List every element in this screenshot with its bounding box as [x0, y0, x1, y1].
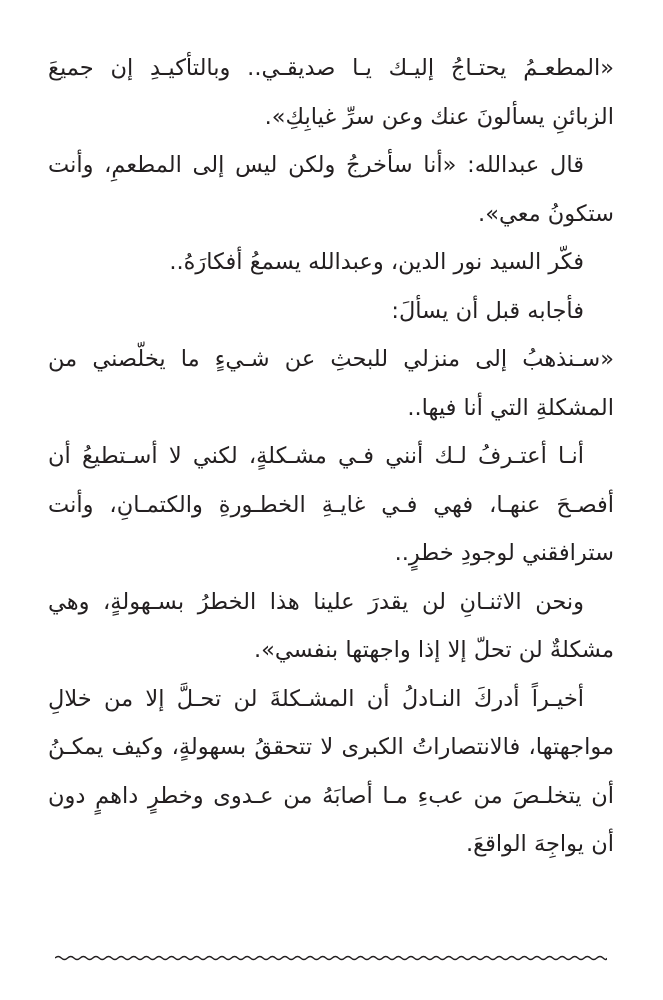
paragraph-6: أنـا أعتـرفُ لـك أنني فـي مشـكلةٍ، لكني لا أسـتطيعُ أن أفصـحَ عنهـا، فهي فـي غايـةِ الخطـورةِ والكتمـانِ، وأنت سترافقني لوجودِ خطرٍ.. — [48, 443, 614, 566]
paragraph-1: «المطعـمُ يحتـاجُ إليـك يـا صديقـي.. وبالتأكيـدِ إن جميعَ الزبائنِ يسألونَ عنك وعن سرِّ غيابِكِ». — [48, 55, 614, 130]
paragraph-8: أخيـراً أدركَ النـادلُ أن المشـكلةَ لن تحـلَّ إلا من خلالِ مواجهتها، فالانتصاراتُ الكبرى لا تتحققُ بسهولةٍ، وكيف يمكـنُ أن يتخلـصَ من عبءِ مـا أصابَهُ من عـدوى وخطرٍ داهمٍ دون أن يواجِهَ الواقعَ. — [48, 685, 614, 857]
paragraph-3: فكّر السيد نور الدين، وعبدالله يسمعُ أفكارَهُ.. — [169, 249, 584, 275]
wavy-divider-icon — [55, 948, 607, 968]
text-body — [48, 44, 614, 869]
paragraph-2: قال عبدالله: «أنا سأخرجُ ولكن ليس إلى المطعمِ، وأنت ستكونُ معي». — [48, 152, 614, 227]
paragraph-5: «سـنذهبُ إلى منزلي للبحثِ عن شـيءٍ ما يخلّصني من المشكلةِ التي أنا فيها.. — [48, 346, 614, 421]
paragraph-7: ونحن الاثنـانِ لن يقدرَ علينا هذا الخطرُ بسـهولةٍ، وهي مشكلةٌ لن تحلّ إلا إذا واجهتها بنفسي». — [48, 588, 614, 663]
paragraph-4: فأجابه قبل أن يسألَ: — [391, 297, 584, 324]
